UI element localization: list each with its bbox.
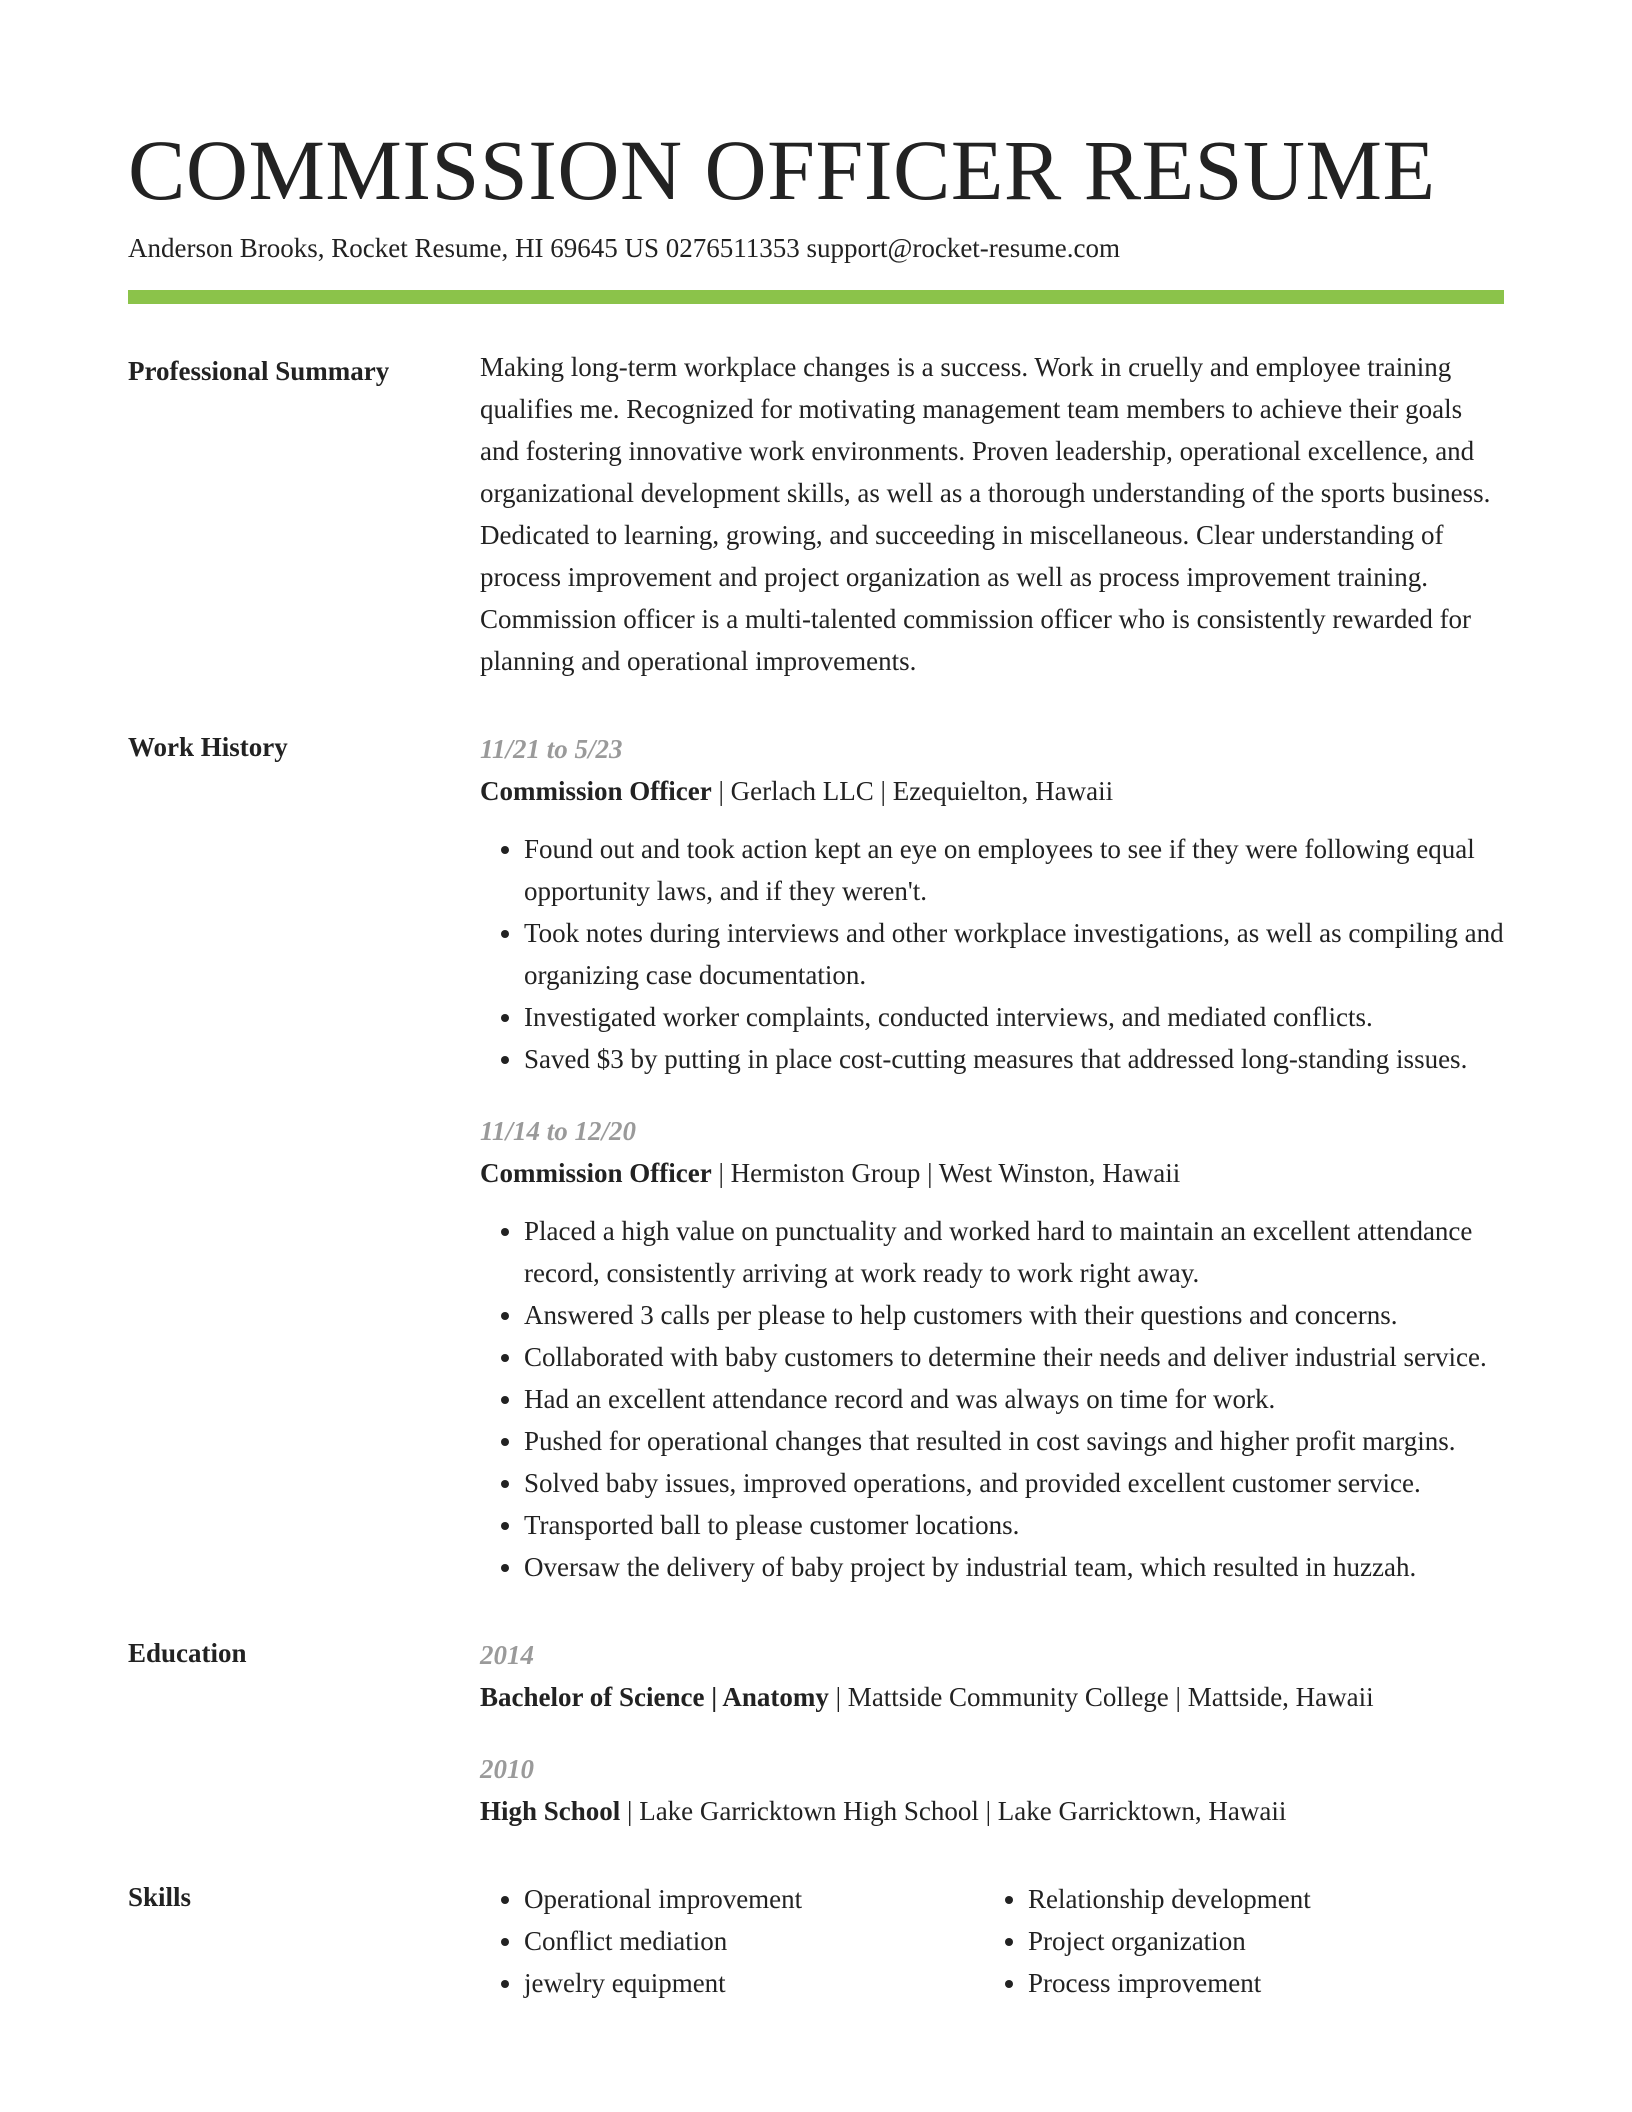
job-title: Commission Officer bbox=[480, 776, 712, 806]
skill-item: • Conflict mediation bbox=[524, 1920, 984, 1962]
skill-item: • Process improvement bbox=[1028, 1962, 1488, 2004]
skill-item: • jewelry equipment bbox=[524, 1962, 984, 2004]
contact-company: Rocket Resume, bbox=[331, 233, 509, 263]
job-bullet: • Pushed for operational changes that resulted in cost savings and higher profit margins. bbox=[524, 1420, 1504, 1462]
job-bullet: • Transported ball to please customer locations. bbox=[524, 1504, 1504, 1546]
skills-list-right bbox=[984, 1878, 1488, 2004]
job-role-line bbox=[480, 770, 1504, 812]
job-entry bbox=[480, 1110, 1504, 1588]
skills-body bbox=[480, 1878, 1504, 2004]
education-entry bbox=[480, 1748, 1504, 1832]
skills-columns bbox=[480, 1878, 1504, 2004]
job-bullet: • Had an excellent attendance record and was always on time for work. bbox=[524, 1378, 1504, 1420]
job-role-line bbox=[480, 1152, 1504, 1194]
education-degree: High School bbox=[480, 1796, 621, 1826]
job-bullet: • Placed a high value on punctuality and worked hard to maintain an excellent attendance record, consistently arriving at work ready to work right away. bbox=[524, 1210, 1504, 1294]
contact-line bbox=[128, 230, 1504, 266]
education-line bbox=[480, 1790, 1504, 1832]
job-bullet: • Answered 3 calls per please to help customers with their questions and concerns. bbox=[524, 1294, 1504, 1336]
section-label-education: Education bbox=[128, 1638, 247, 1668]
job-bullet: • Solved baby issues, improved operations, and provided excellent customer service. bbox=[524, 1462, 1504, 1504]
job-details: | Hermiston Group | West Winston, Hawaii bbox=[711, 1158, 1181, 1188]
education-year: 2010 bbox=[480, 1754, 534, 1784]
work-history-section bbox=[128, 728, 1504, 1588]
job-bullet: • Oversaw the delivery of baby project by industrial team, which resulted in huzzah. bbox=[524, 1546, 1504, 1588]
education-section bbox=[128, 1634, 1504, 1832]
job-bullets bbox=[480, 828, 1504, 1080]
job-bullet: • Saved $3 by putting in place cost-cutting measures that addressed long-standing issues. bbox=[524, 1038, 1504, 1080]
education-details: | Mattside Community College | Mattside, Hawaii bbox=[828, 1682, 1374, 1712]
accent-divider bbox=[128, 290, 1504, 304]
education-line bbox=[480, 1676, 1504, 1718]
job-entry bbox=[480, 728, 1504, 1080]
education-degree: Bachelor of Science | Anatomy bbox=[480, 1682, 829, 1712]
job-bullet: • Found out and took action kept an eye on employees to see if they were following equal opportunity laws, and if they weren't. bbox=[524, 828, 1504, 912]
job-title: Commission Officer bbox=[480, 1158, 712, 1188]
job-details: | Gerlach LLC | Ezequielton, Hawaii bbox=[711, 776, 1114, 806]
education-body bbox=[480, 1634, 1504, 1832]
skills-section bbox=[128, 1878, 1504, 2004]
education-details: | Lake Garricktown High School | Lake Garricktown, Hawaii bbox=[620, 1796, 1287, 1826]
summary-body bbox=[480, 352, 1504, 682]
section-label-summary: Professional Summary bbox=[128, 356, 390, 386]
job-dates: 11/21 to 5/23 bbox=[480, 734, 623, 764]
job-bullets bbox=[480, 1210, 1504, 1588]
section-label-skills: Skills bbox=[128, 1882, 192, 1912]
contact-email: support@rocket-resume.com bbox=[806, 233, 1121, 263]
work-history-body bbox=[480, 728, 1504, 1588]
summary-section bbox=[128, 352, 1504, 682]
resume-page bbox=[128, 120, 1504, 2004]
skill-item: • Project organization bbox=[1028, 1920, 1488, 1962]
job-dates: 11/14 to 12/20 bbox=[480, 1116, 637, 1146]
contact-name: Anderson Brooks, bbox=[128, 233, 325, 263]
skill-item: • Relationship development bbox=[1028, 1878, 1488, 1920]
section-label-work: Work History bbox=[128, 732, 288, 762]
summary-text: Making long-term workplace changes is a success. Work in cruelly and employee training qualifies me. Recognized for motivating management team members to achieve their goals and fostering innovative work environments. Proven leadership, operational excellence, and organizational development skills, as well as a thorough understanding of the sports business. Dedicated to learning, growing, and succeeding in miscellaneous. Clear understanding of process improvement and project organization as well as process improvement training. Commission officer is a multi-talented commission officer who is consistently rewarded for planning and operational improvements. bbox=[480, 352, 1491, 676]
education-year: 2014 bbox=[480, 1640, 534, 1670]
contact-location: HI 69645 US bbox=[514, 233, 659, 263]
job-bullet: • Took notes during interviews and other workplace investigations, as well as compiling and organizing case documentation. bbox=[524, 912, 1504, 996]
resume-title: COMMISSION OFFICER RESUME bbox=[128, 122, 1436, 218]
contact-phone: 0276511353 bbox=[665, 233, 800, 263]
skills-list-left bbox=[480, 1878, 984, 2004]
job-bullet: • Collaborated with baby customers to determine their needs and deliver industrial service. bbox=[524, 1336, 1504, 1378]
job-bullet: • Investigated worker complaints, conducted interviews, and mediated conflicts. bbox=[524, 996, 1504, 1038]
skill-item: • Operational improvement bbox=[524, 1878, 984, 1920]
education-entry bbox=[480, 1634, 1504, 1718]
